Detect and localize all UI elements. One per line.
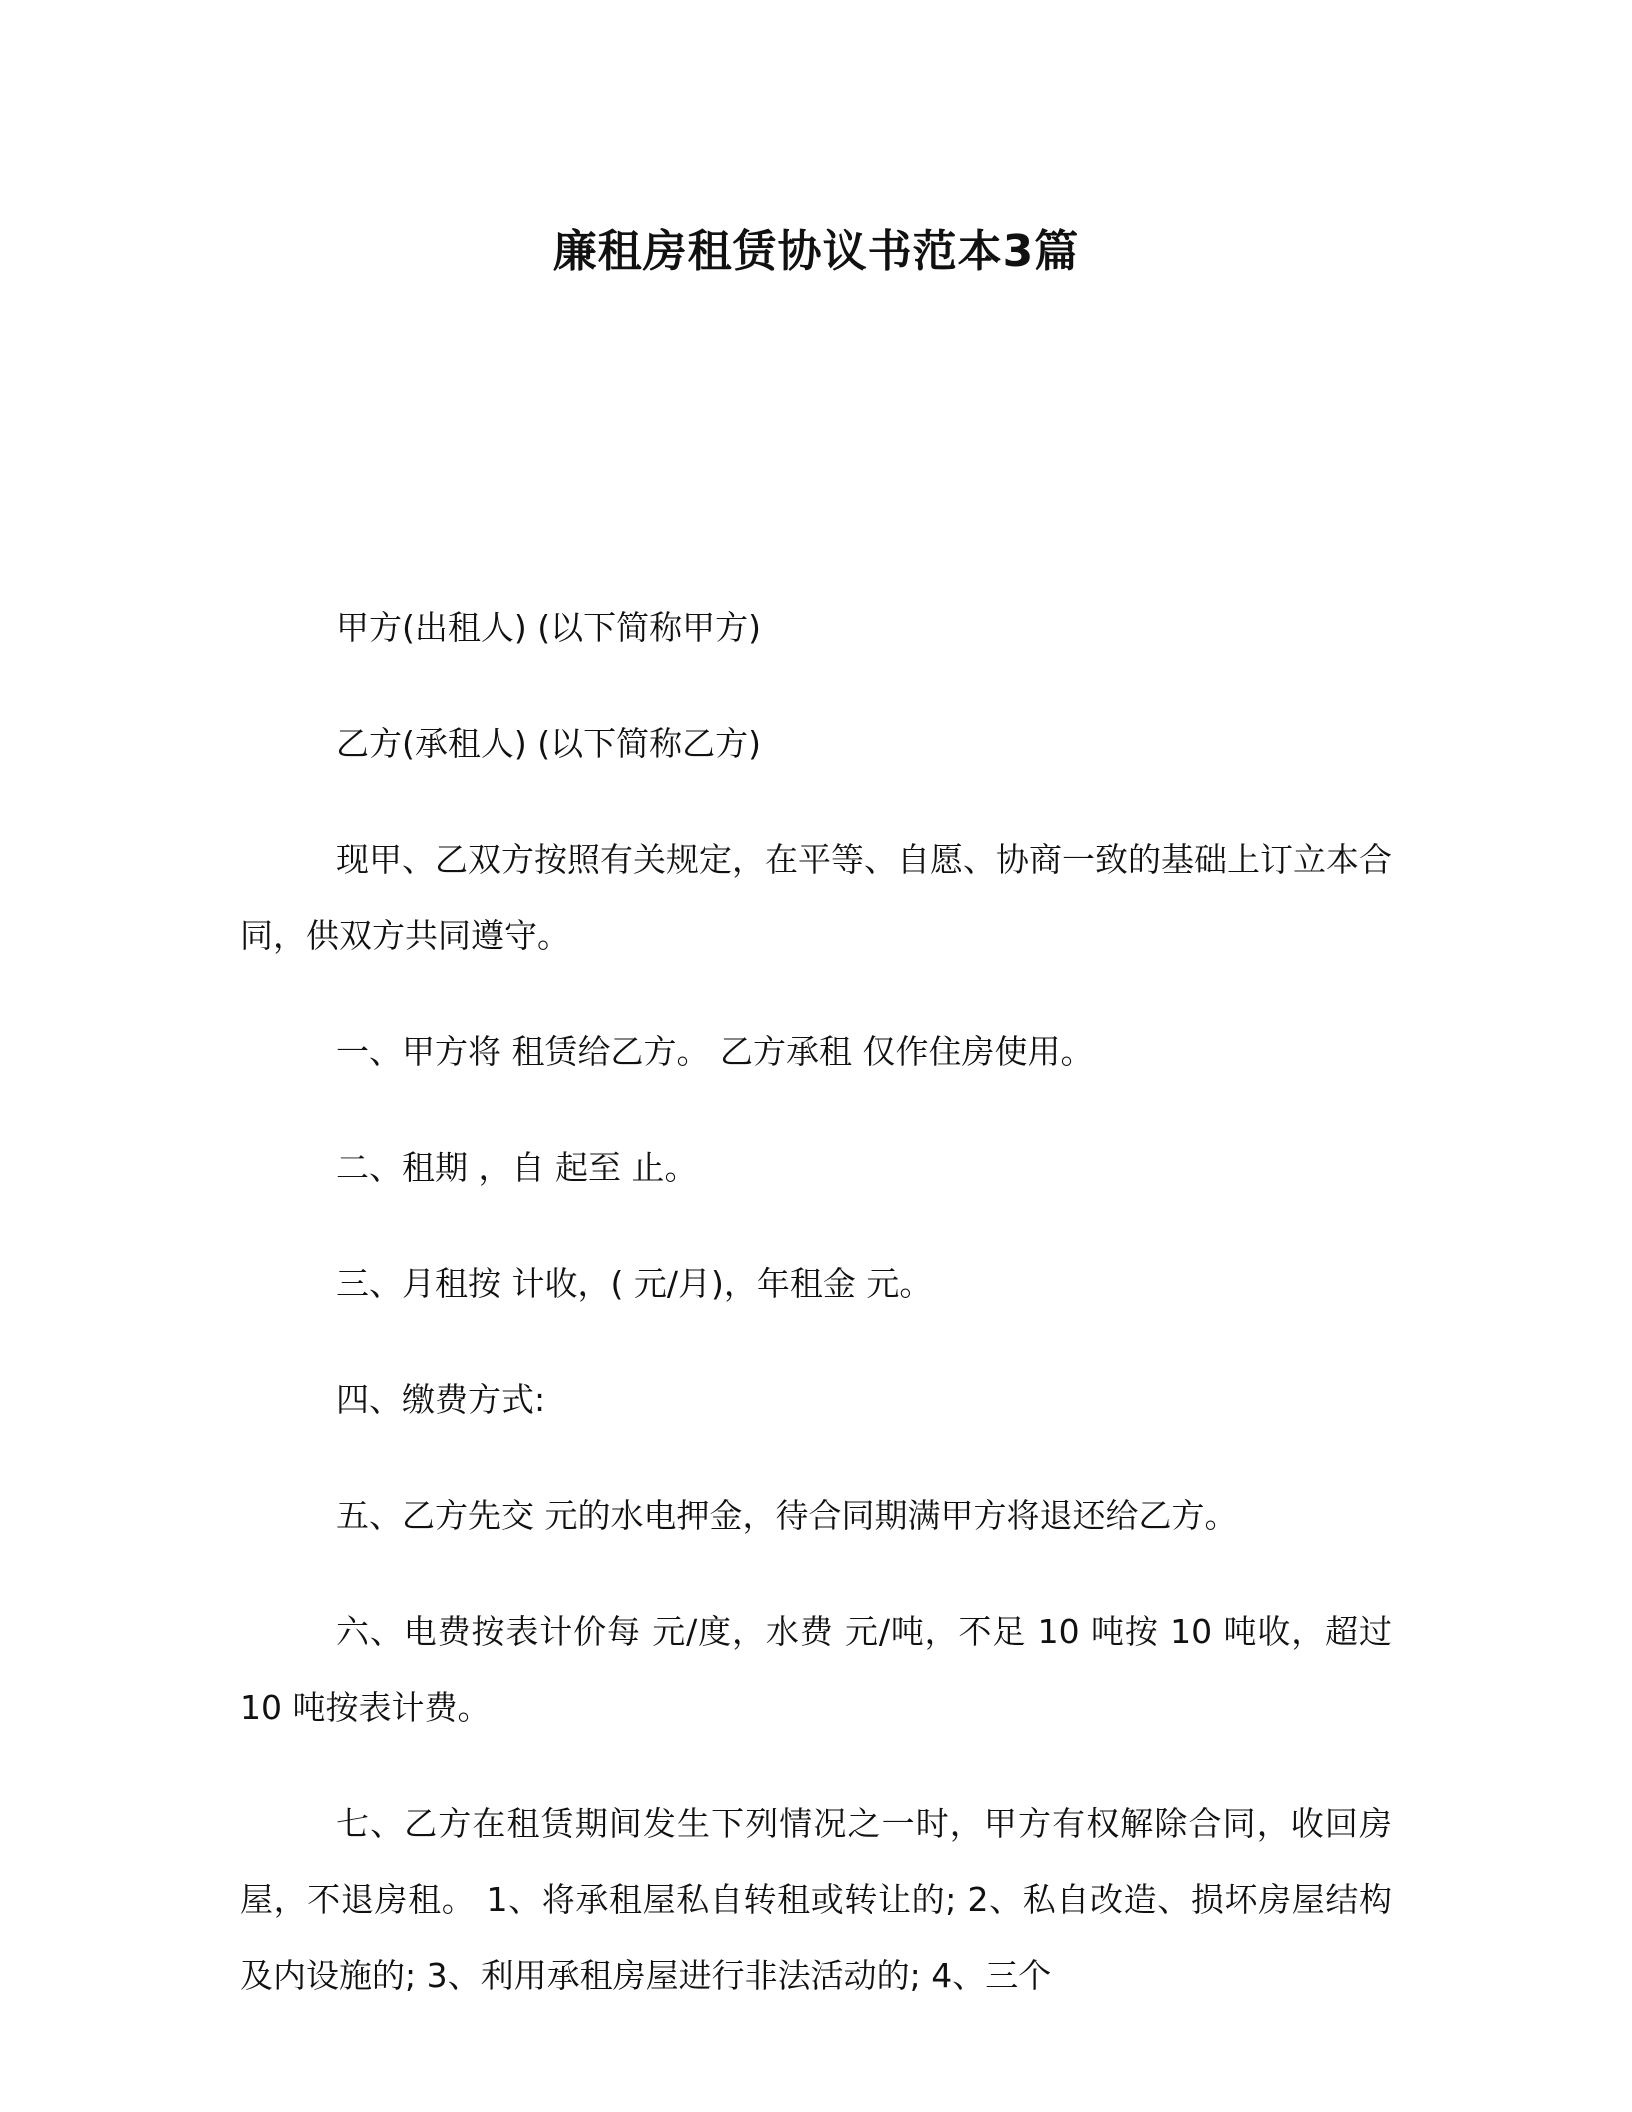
party-a-line: 甲方(出租人) (以下简称甲方) — [336, 608, 761, 647]
document-title: 廉租房租赁协议书范本3篇 — [552, 226, 1080, 277]
preamble-paragraph: 现甲、乙双方按照有关规定，在平等、自愿、协商一致的基础上订立本合同，供双方共同遵守。 — [240, 840, 1392, 955]
party-b-line: 乙方(承租人) (以下简称乙方) — [336, 724, 761, 763]
document-body — [240, 590, 1392, 2054]
clause-4: 四、缴费方式: — [336, 1380, 546, 1419]
clause-2: 二、租期 ，自 起至 止。 — [336, 1148, 698, 1187]
clause-3: 三、月租按 计收，( 元/月)，年租金 元。 — [336, 1264, 933, 1303]
clause-7: 七、乙方在租赁期间发生下列情况之一时，甲方有权解除合同，收回房屋，不退房租。 1、将承租屋私自转租或转让的; 2、私自改造、损坏房屋结构及内设施的; 3、利用承租房屋进行非法活动的; 4、三个 — [240, 1804, 1392, 1995]
clause-5: 五、乙方先交 元的水电押金，待合同期满甲方将退还给乙方。 — [336, 1496, 1238, 1535]
clause-1: 一、甲方将 租赁给乙方。 乙方承租 仅作住房使用。 — [336, 1032, 1094, 1071]
clause-6: 六、电费按表计价每 元/度，水费 元/吨，不足 10 吨按 10 吨收，超过 10 吨按表计费。 — [240, 1612, 1392, 1727]
